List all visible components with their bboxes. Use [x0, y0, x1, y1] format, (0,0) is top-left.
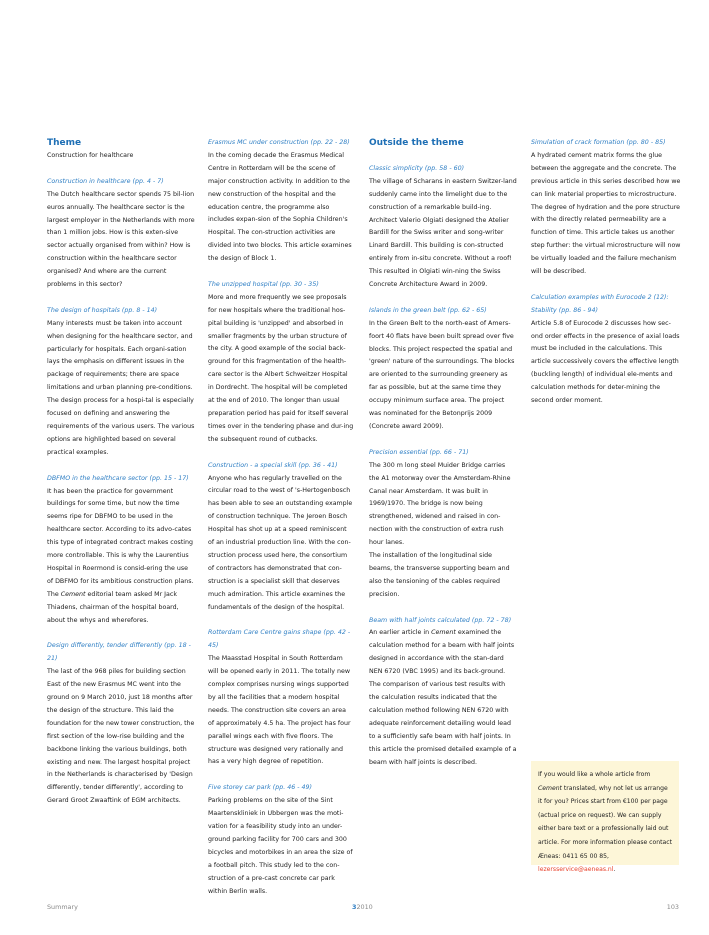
issue-year: 2010: [356, 903, 373, 911]
article-heading: Erasmus MC under construction (pp. 22 - 28): [208, 139, 350, 146]
article-heading: Classic simplicity (pp. 58 - 60): [369, 164, 465, 172]
article-body: Many interests must be taken into account when designing for the healthcare sector, and particularly for hospitals. Each organi-sation lays the emphasis on different issues in the package of requirements; there are space limitations and urban planning pre-conditions. The design process for a hospi-tal is especially focused on defining and answering the requirements of the various users. The various options are highlighted based on several practical examples.: [47, 319, 195, 456]
article-body: The Maasstad Hospital in South Rotterdam will be opened early in 2011. The totally new complex comprises nursing wings supported by all the facilities that a modern hospital needs. The construction site covers an area of approximately 4.5 ha. The project has four parallel wings each with five floors. The structure was designed very rationally and has a very high degree of repetition.: [208, 655, 351, 766]
article-construction-healthcare: [47, 176, 195, 292]
article-body: Parking problems on the site of the Sint Maartenskliniek in Ubbergen was the moti-vation for a feasibility study into an under-ground parking facility for 700 cars and 300 bicycles and motorbikes in an area the size of a football pitch. This study led to the con-struction of a pre-cast concrete car park within Berlin walls.: [208, 797, 353, 895]
magazine-name: Cement: [538, 784, 562, 792]
body-text: It has been the practice for government buildings for some time, but now the time seems ripe for DBFMO to be used in the healthcare sector. According to its advo-cates this type of integrated contract makes costing more controllable. This is why the Laurentius Hospital in Roermond is consid-ering the use of DBFMO for its ambitious construction plans. The: [47, 487, 194, 598]
info-text: translated, why not let us arrange it for you? Prices start from €100 per page (actual price on request). We can supply either bare text or a professionally laid out article. For more information please contact Æneas: 0411 65 00 85,: [538, 784, 672, 860]
article-body: The 300 m long steel Muider Bridge carries the A1 motorway over the Amsterdam-Rhine Canal near Amsterdam. It was built in 1969/1970. The bridge is now being strengthened, widened and raised in con-nection with the construction of extra rush hour lanes.: [369, 461, 511, 547]
article-crack-formation: [531, 137, 681, 279]
article-design-hospitals: [47, 305, 195, 460]
info-text: If you would like a whole article from: [538, 771, 651, 778]
article-body: The Dutch healthcare sector spends 75 bil-lion euros annually. The healthcare sector is the largest employer in the Netherlands with more than 1 million jobs. How is this exten-sive sector actually organised from within? How is construction within the healthcare sector organised? And where are the current problems in this sector?: [47, 190, 195, 289]
page-number: 103: [666, 903, 679, 911]
article-heading: The design of hospitals (pp. 8 - 14): [47, 306, 158, 314]
article-unzipped-hospital: [208, 279, 354, 447]
body-text: An earlier article in: [369, 629, 432, 637]
article-body: [369, 627, 517, 769]
article-heading: Beam with half joints calculated (pp. 72 - 78): [369, 616, 512, 624]
article-body: A hydrated cement matrix forms the glue between the aggregate and the concrete. The previous article in this series described how we can link material properties to microstructure. The degree of hydration and the pore structure with the directly related permeability are a function of time. This article takes us another step further: the virtual microstructure will now be virtually loaded and the failure mechanism will be described.: [531, 151, 681, 276]
column-2: [208, 137, 357, 911]
article-heading: Islands in the green belt (pp. 62 - 65): [369, 306, 487, 314]
article-classic-simplicity: [369, 163, 517, 292]
article-heading: Calculation examples with Eurocode 2 (12): Stability (pp. 86 - 94): [531, 293, 669, 314]
footer-issue: [352, 903, 373, 911]
article-body: More and more frequently we see proposals for new hospitals where the traditional hos-pital building is 'unzipped' and absorbed in smaller fragments by the urban structure of the city. A good example of the social back-ground for this fragmentation of the health-care sector is the Albert Schweitzer Hospital in Dordrecht. The hospital will be completed at the end of 2010. The longer than usual preparation period has paid for itself several times over in the tendering phase and dur-ing the subsequent round of cutbacks.: [208, 293, 354, 443]
translation-info-box: [531, 761, 679, 874]
article-body: Anyone who has regularly travelled on the circular road to the west of 's-Hertogenbosch has been able to see an outstanding example of construction technique. The Jeroen Bosch Hospital has shot up at a speed reminiscent of an industrial production line. With the con-struction process used here, the consortium of contractors has demonstrated that con-struction is a specialist skill that deserves much admiration. This article examines the fundamentals of the design of the hospital.: [208, 474, 353, 611]
article-dbfmo: [47, 473, 195, 628]
article-body: In the coming decade the Erasmus Medical Centre in Rotterdam will be the scene of major construction activity. In addition to the new construction of the hospital and the education centre, the programme also includes expan-sion of the Sophia Children's Hospital. The con-struction activities are divided into two blocks. This article examines the design of Block 1.: [208, 151, 352, 263]
body-text: editorial team asked Mr Jack Thiadens, chairman of the hospital board, about the whys and wherefores.: [47, 590, 179, 624]
article-heading: Five storey car park (pp. 46 - 49): [208, 784, 312, 792]
article-special-skill: [208, 460, 354, 615]
contact-email-link[interactable]: lezersservice@aeneas.nl: [538, 866, 614, 874]
article-islands: [369, 305, 517, 434]
article-heading: The unzipped hospital (pp. 30 - 35): [208, 280, 319, 288]
column-4: [531, 137, 681, 421]
article-body: Article 5.8 of Eurocode 2 discusses how sec-ond order effects in the presence of axial loads must be included in the calculations. This article successively covers the effective length (buckling length) of individual ele-ments and calculation methods for deter-mining the second order moment.: [531, 319, 680, 405]
article-car-park: [208, 782, 354, 898]
article-heading: Construction - a special skill (pp. 36 - 41): [208, 461, 338, 469]
article-heading: Design differently, tender differently (pp. 18 - 21): [47, 642, 191, 663]
theme-subtitle: Construction for healthcare: [47, 152, 134, 159]
article-body: [47, 486, 195, 628]
article-heading: Precision essential (pp. 66 - 71): [369, 448, 469, 456]
body-text: examined the calculation method for a beam with half joints designed in accordance with the stan-dard NEN 6720 (VBC 1995) and its back-ground. The comparison of various test results with the calculation results indicated that the calculation method following NEN 6720 with adequate reinforcement detailing would lead to a sufficiently safe beam with half joints. In this article the promised detailed example of a beam with half joints is described.: [369, 629, 517, 766]
article-body-continued: The installation of the longitudinal side beams, the transverse supporting beam and also the tensioning of the cables required precision.: [369, 552, 510, 598]
magazine-name: Cement: [60, 590, 86, 598]
column-3: [369, 137, 517, 782]
article-heading: Simulation of crack formation (pp. 80 - 85): [531, 139, 666, 146]
article-rotterdam-care: [208, 627, 354, 769]
info-text-end: .: [613, 866, 616, 874]
article-half-joints: [369, 615, 517, 770]
article-heading: DBFMO in the healthcare sector (pp. 15 - 17): [47, 474, 189, 482]
article-body: The village of Scharans in eastern Switzer-land suddenly came into the limelight due to the construction of a remarkable build-ing. Architect Valerio Olgiati designed the Atelier Bardill for the Swiss writer and song-writer Linard Bardill. This building is con-structed entirely from in-situ concrete. Without a roof! This resulted in Olgiati win-ning the Swiss Concrete Architecture Award in 2009.: [369, 177, 517, 289]
article-heading: Rotterdam Care Centre gains shape (pp. 42 - 45): [208, 629, 351, 650]
column-1: [47, 137, 195, 821]
article-erasmus-mc: [208, 137, 354, 266]
article-precision: [369, 447, 517, 602]
theme-heading: Theme: [47, 138, 82, 148]
issue-number: 3: [352, 903, 357, 911]
footer-section-label: Summary: [47, 903, 78, 911]
magazine-name: Cement: [431, 629, 456, 637]
article-heading: Construction in healthcare (pp. 4 - 7): [47, 177, 164, 185]
outside-theme-heading: Outside the theme: [369, 138, 464, 148]
article-body: In the Green Belt to the north-east of Amers-foort 40 flats have been built spread over five blocks. This project respected the spatial and 'green' nature of the surroundings. The blocks are oriented to the surrounding greenery as far as possible, but at the same time they occupy minimum surface area. The project was nominated for the Betonprijs 2009 (Concrete award 2009).: [369, 319, 515, 430]
article-design-differently: [47, 640, 195, 808]
article-eurocode: [531, 292, 681, 408]
article-body: The last of the 968 piles for building section East of the new Erasmus MC went into the ground on 9 March 2010, just 18 months after the design of the structure. This laid the foundation for the new tower construction, the first section of the low-rise building and the backbone linking the various buildings, both existing and new. The largest hospital project in the Netherlands is characterised by 'Design differently, tender differently', according to Gerard Groot Zwaaftink of EGM architects.: [47, 668, 195, 805]
